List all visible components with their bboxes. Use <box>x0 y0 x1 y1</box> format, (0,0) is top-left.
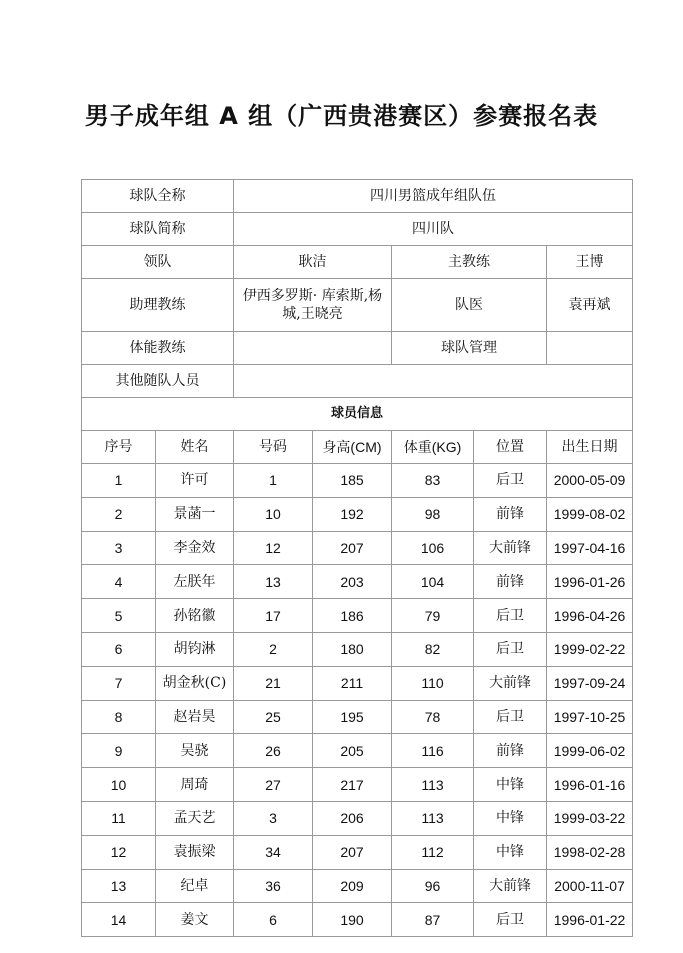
player-cell: 中锋 <box>474 835 547 869</box>
column-header: 身高(CM) <box>313 431 392 464</box>
column-header: 序号 <box>82 431 156 464</box>
player-cell: 185 <box>313 464 392 498</box>
player-cell: 前锋 <box>474 497 547 531</box>
player-cell: 190 <box>313 903 392 937</box>
player-cell: 2 <box>234 632 313 666</box>
player-row <box>82 666 633 700</box>
registration-table <box>81 179 633 937</box>
player-cell: 3 <box>82 531 156 565</box>
player-cell: 17 <box>234 599 313 633</box>
player-cell: 1999-03-22 <box>547 801 633 835</box>
player-cell: 前锋 <box>474 565 547 599</box>
player-cell: 姜文 <box>156 903 234 937</box>
player-cell: 大前锋 <box>474 869 547 903</box>
player-row <box>82 599 633 633</box>
player-cell: 4 <box>82 565 156 599</box>
other-staff-value <box>234 365 633 398</box>
team-manager-value <box>547 332 633 365</box>
player-cell: 10 <box>82 768 156 802</box>
player-cell: 104 <box>392 565 474 599</box>
player-cell: 后卫 <box>474 700 547 734</box>
player-cell: 6 <box>82 632 156 666</box>
player-cell: 前锋 <box>474 734 547 768</box>
player-row <box>82 464 633 498</box>
player-cell: 2000-11-07 <box>547 869 633 903</box>
player-cell: 1997-10-25 <box>547 700 633 734</box>
player-cell: 中锋 <box>474 768 547 802</box>
player-cell: 96 <box>392 869 474 903</box>
player-cell: 孙铭徽 <box>156 599 234 633</box>
player-cell: 赵岩昊 <box>156 700 234 734</box>
player-row <box>82 565 633 599</box>
player-cell: 5 <box>82 599 156 633</box>
team-leader-value: 耿洁 <box>234 246 392 279</box>
player-cell: 6 <box>234 903 313 937</box>
player-cell: 206 <box>313 801 392 835</box>
player-cell: 113 <box>392 768 474 802</box>
player-cell: 192 <box>313 497 392 531</box>
column-header: 体重(KG) <box>392 431 474 464</box>
player-cell: 9 <box>82 734 156 768</box>
player-cell: 26 <box>234 734 313 768</box>
player-cell: 1996-01-16 <box>547 768 633 802</box>
player-cell: 许可 <box>156 464 234 498</box>
player-cell: 27 <box>234 768 313 802</box>
page-title: 男子成年组 A 组（广西贵港赛区）参赛报名表 <box>84 102 599 130</box>
player-cell: 83 <box>392 464 474 498</box>
player-cell: 110 <box>392 666 474 700</box>
player-cell: 周琦 <box>156 768 234 802</box>
team-leader-label: 领队 <box>82 246 234 279</box>
player-row <box>82 632 633 666</box>
player-cell: 209 <box>313 869 392 903</box>
player-cell: 李金效 <box>156 531 234 565</box>
player-cell: 116 <box>392 734 474 768</box>
player-cell: 217 <box>313 768 392 802</box>
player-row <box>82 734 633 768</box>
team-manager-label: 球队管理 <box>392 332 547 365</box>
player-row <box>82 700 633 734</box>
player-cell: 后卫 <box>474 599 547 633</box>
team-full-name-label: 球队全称 <box>82 180 234 213</box>
player-cell: 98 <box>392 497 474 531</box>
player-cell: 左朕年 <box>156 565 234 599</box>
fitness-coach-value <box>234 332 392 365</box>
player-cell: 1996-01-22 <box>547 903 633 937</box>
player-cell: 1999-08-02 <box>547 497 633 531</box>
player-cell: 大前锋 <box>474 531 547 565</box>
player-cell: 后卫 <box>474 632 547 666</box>
player-cell: 胡金秋(C) <box>156 666 234 700</box>
player-row <box>82 869 633 903</box>
player-cell: 10 <box>234 497 313 531</box>
player-cell: 1999-06-02 <box>547 734 633 768</box>
player-cell: 袁振梁 <box>156 835 234 869</box>
player-cell: 87 <box>392 903 474 937</box>
player-cell: 中锋 <box>474 801 547 835</box>
player-cell: 1997-09-24 <box>547 666 633 700</box>
player-row <box>82 835 633 869</box>
assistant-coach-label: 助理教练 <box>82 279 234 332</box>
player-cell: 21 <box>234 666 313 700</box>
team-full-name-value: 四川男篮成年组队伍 <box>234 180 633 213</box>
player-cell: 82 <box>392 632 474 666</box>
player-cell: 1997-04-16 <box>547 531 633 565</box>
player-cell: 205 <box>313 734 392 768</box>
other-staff-label: 其他随队人员 <box>82 365 234 398</box>
player-cell: 2 <box>82 497 156 531</box>
column-header: 姓名 <box>156 431 234 464</box>
column-header: 号码 <box>234 431 313 464</box>
player-cell: 2000-05-09 <box>547 464 633 498</box>
player-cell: 207 <box>313 531 392 565</box>
player-cell: 7 <box>82 666 156 700</box>
player-cell: 14 <box>82 903 156 937</box>
player-cell: 1996-01-26 <box>547 565 633 599</box>
player-cell: 3 <box>234 801 313 835</box>
player-cell: 34 <box>234 835 313 869</box>
player-row <box>82 497 633 531</box>
player-cell: 36 <box>234 869 313 903</box>
player-cell: 1 <box>82 464 156 498</box>
assistant-coach-value: 伊西多罗斯· 库索斯,杨城,王晓亮 <box>234 279 392 332</box>
player-cell: 13 <box>234 565 313 599</box>
head-coach-value: 王博 <box>547 246 633 279</box>
player-cell: 后卫 <box>474 903 547 937</box>
player-cell: 79 <box>392 599 474 633</box>
column-header: 出生日期 <box>547 431 633 464</box>
player-cell: 180 <box>313 632 392 666</box>
players-heading: 球员信息 <box>82 398 633 431</box>
player-cell: 112 <box>392 835 474 869</box>
player-cell: 211 <box>313 666 392 700</box>
player-cell: 1999-02-22 <box>547 632 633 666</box>
player-cell: 景菡一 <box>156 497 234 531</box>
player-cell: 1 <box>234 464 313 498</box>
player-cell: 1996-04-26 <box>547 599 633 633</box>
player-cell: 1998-02-28 <box>547 835 633 869</box>
player-cell: 孟天艺 <box>156 801 234 835</box>
player-row <box>82 903 633 937</box>
player-cell: 11 <box>82 801 156 835</box>
player-cell: 203 <box>313 565 392 599</box>
player-cell: 113 <box>392 801 474 835</box>
player-cell: 吴骁 <box>156 734 234 768</box>
player-cell: 后卫 <box>474 464 547 498</box>
player-cell: 8 <box>82 700 156 734</box>
player-cell: 78 <box>392 700 474 734</box>
player-cell: 13 <box>82 869 156 903</box>
team-short-name-label: 球队简称 <box>82 213 234 246</box>
fitness-coach-label: 体能教练 <box>82 332 234 365</box>
player-cell: 186 <box>313 599 392 633</box>
player-cell: 大前锋 <box>474 666 547 700</box>
player-row <box>82 801 633 835</box>
player-cell: 12 <box>234 531 313 565</box>
player-cell: 25 <box>234 700 313 734</box>
team-doctor-label: 队医 <box>392 279 547 332</box>
team-doctor-value: 袁再斌 <box>547 279 633 332</box>
team-short-name-value: 四川队 <box>234 213 633 246</box>
column-header: 位置 <box>474 431 547 464</box>
player-cell: 胡钧淋 <box>156 632 234 666</box>
player-cell: 106 <box>392 531 474 565</box>
player-row <box>82 768 633 802</box>
player-row <box>82 531 633 565</box>
head-coach-label: 主教练 <box>392 246 547 279</box>
player-cell: 207 <box>313 835 392 869</box>
players-header-row <box>82 431 633 464</box>
player-cell: 12 <box>82 835 156 869</box>
player-cell: 195 <box>313 700 392 734</box>
player-cell: 纪卓 <box>156 869 234 903</box>
